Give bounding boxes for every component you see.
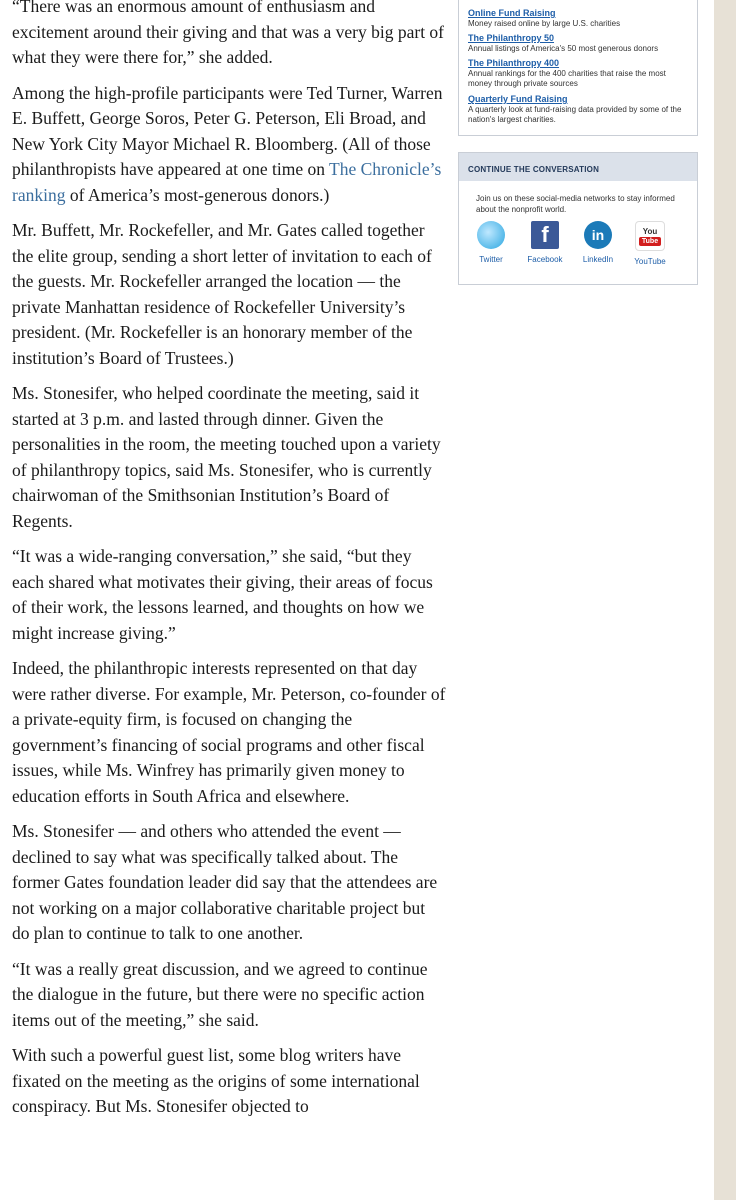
- social-label: Facebook: [527, 255, 563, 264]
- article-paragraph: With such a powerful guest list, some blog writers have fixated on the meeting as the origins of some international conspiracy. But Ms. Stonesifer objected to: [12, 1045, 420, 1116]
- continue-conversation-box: [458, 152, 698, 285]
- quarterly-fund-raising-link[interactable]: Quarterly Fund Raising: [468, 94, 568, 104]
- online-fund-raising-link[interactable]: Online Fund Raising: [468, 8, 556, 18]
- philanthropy-400-link[interactable]: The Philanthropy 400: [468, 58, 560, 68]
- article-paragraph: Ms. Stonesifer — and others who attended the event — declined to say what was specifically talked about. The former Gates foundation leader did say that the attendees are not working on a major collaborative charitable project but do plan to continue to talk to one another.: [12, 821, 438, 943]
- facebook-link[interactable]: [520, 221, 570, 264]
- article-paragraph: Mr. Buffett, Mr. Rockefeller, and Mr. Gates called together the elite group, sending a short letter of invitation to each of the guests. Mr. Rockefeller arranged the location — the private Manhattan residence of Rockefeller University’s president. (Mr. Rockefeller is an honorary member of the institution’s Board of Trustees.): [12, 220, 432, 368]
- linkedin-icon: in: [584, 221, 612, 249]
- page-margin-strip: [714, 0, 736, 1200]
- article-paragraph: “It was a wide-ranging conversation,” she said, “but they each shared what motivates their giving, their areas of focus of their work, the lessons learned, and thoughts on how we might increase giving.”: [12, 546, 433, 643]
- article-paragraph: Ms. Stonesifer, who helped coordinate the meeting, said it started at 3 p.m. and lasted through dinner. Given the personalities in the room, the meeting touched upon a variety of philanthropy topics, said Ms. Stonesifer, who is currently chairwoman of the Smithsonian Institution’s Board of Regents.: [12, 383, 441, 531]
- facebook-icon: f: [531, 221, 559, 249]
- linkedin-link[interactable]: [573, 221, 623, 264]
- paragraph-text: of America’s most-generous donors.): [65, 184, 330, 205]
- social-label: YouTube: [634, 257, 666, 266]
- article-paragraph: Indeed, the philanthropic interests represented on that day were rather diverse. For example, Mr. Peterson, co-founder of a private-equity firm, is focused on changing the government’s financing of social programs and other fiscal issues, while Ms. Winfrey has primarily given money to education efforts in South Africa and elsewhere.: [12, 658, 446, 806]
- twitter-icon: [477, 221, 505, 249]
- link-description: Annual rankings for the 400 charities that raise the most money through private sources: [468, 69, 666, 88]
- article-paragraph: “It was a really great discussion, and we agreed to continue the dialogue in the future, but there were no specific action items out of the meeting,” she said.: [12, 958, 428, 1030]
- article-paragraph: “There was an enormous amount of enthusiasm and excitement around their giving and that was a very big part of what they were there for,” she added.: [12, 0, 445, 67]
- convo-heading: CONTINUE THE CONVERSATION: [459, 153, 697, 181]
- youtube-icon: [635, 221, 665, 251]
- social-label: LinkedIn: [582, 255, 614, 264]
- cut-off-description: [468, 0, 609, 1]
- youtube-glyph-you: You: [642, 226, 658, 236]
- youtube-link[interactable]: [625, 221, 675, 266]
- convo-description: Join us on these social-media networks to stay informed about the nonprofit world.: [476, 194, 675, 214]
- link-description: Annual listings of America's 50 most generous donors: [468, 44, 659, 53]
- link-description: Money raised online by large U.S. charities: [468, 19, 621, 28]
- article-paragraph: [12, 81, 446, 209]
- philanthropy-50-link[interactable]: The Philanthropy 50: [468, 33, 555, 43]
- link-description: A quarterly look at fund-raising data provided by some of the nation's largest charities.: [468, 105, 682, 124]
- youtube-glyph-tube: Tube: [639, 237, 661, 246]
- paragraph-text: Among the high-profile participants were Ted Turner, Warren E. Buffett, George Soros, Peter G. Peterson, Eli Broad, and New York City Mayor Michael R. Bloomberg. (All of those philanthropists have appeared at one time on: [12, 82, 443, 179]
- twitter-link[interactable]: [466, 221, 516, 264]
- chronicle-ranking-link[interactable]: The Chronicle’s ranking: [12, 159, 442, 205]
- social-label: Twitter: [479, 255, 503, 264]
- data-links-box: [458, 0, 698, 136]
